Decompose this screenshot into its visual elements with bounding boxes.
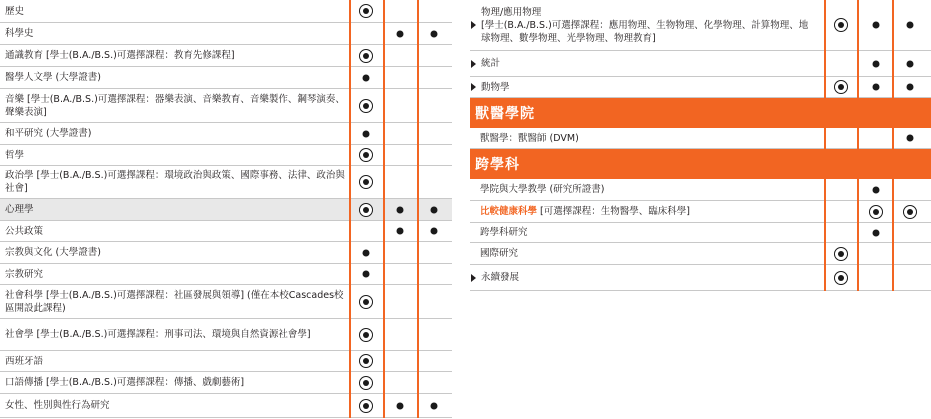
- program-label: [5, 23, 345, 44]
- column-divider: [857, 51, 859, 77]
- program-name: 宗教與文化 (大學證書): [5, 247, 101, 258]
- column-divider: [824, 265, 826, 291]
- program-name: 通識教育 [學士(B.A./B.S.)可選擇課程：教育先修課程]: [5, 50, 235, 61]
- program-name: 公共政策: [5, 225, 44, 237]
- program-name-wrap: [481, 6, 813, 45]
- program-name: 哲學: [5, 149, 25, 161]
- dot-icon: [363, 130, 370, 137]
- program-name: 心理學: [5, 204, 34, 215]
- column-divider: [892, 201, 894, 223]
- program-name-wrap: [480, 226, 528, 239]
- program-options: [學士(B.A./B.S.)可選擇課程：應用物理、生物物理、化學物理、計算物理、地球物理、數學物理、光學物理、物理教育]: [481, 19, 809, 44]
- column-divider: [892, 243, 894, 265]
- program-label: [480, 201, 823, 222]
- degree-circle-icon: [359, 49, 373, 63]
- triangle-right-icon[interactable]: [471, 60, 476, 68]
- dot-icon: [873, 186, 880, 193]
- program-label: [480, 223, 823, 242]
- program-name-wrap: [480, 132, 579, 145]
- program-label: [5, 242, 345, 263]
- column-divider: [892, 0, 894, 51]
- program-label: [5, 0, 345, 22]
- column-divider: [383, 0, 385, 418]
- column-divider: [892, 77, 894, 98]
- program-name-highlight: 比較健康科學: [480, 206, 538, 217]
- program-name: 口語傳播 [學士(B.A./B.S.)可選擇課程：傳播、戲劇藝術]: [5, 377, 245, 388]
- program-label: [5, 221, 345, 241]
- dot-icon: [431, 402, 438, 409]
- program-label: [5, 285, 345, 318]
- program-name-wrap: [481, 271, 519, 284]
- table-row: [470, 201, 931, 223]
- dot-icon: [397, 402, 404, 409]
- program-name: 獸醫學：獸醫師 (DVM): [480, 132, 579, 144]
- table-row: [470, 128, 931, 149]
- table-row: [470, 51, 931, 77]
- dot-icon: [363, 249, 370, 256]
- left-degree-table: [0, 0, 452, 418]
- program-label: [5, 372, 345, 393]
- dot-icon: [431, 228, 438, 235]
- dot-icon: [397, 30, 404, 37]
- program-name: 歷史: [5, 5, 25, 17]
- degree-circle-icon: [869, 205, 883, 219]
- program-label: [5, 394, 345, 417]
- dot-icon: [397, 206, 404, 213]
- program-label: [5, 123, 345, 144]
- section-title: 獸醫學院: [475, 106, 535, 122]
- program-name: 和平研究 (大學證書): [5, 128, 92, 139]
- degree-circle-icon: [359, 295, 373, 309]
- program-label: [5, 145, 345, 165]
- program-label: [5, 45, 345, 66]
- degree-circle-icon: [359, 203, 373, 217]
- triangle-right-icon[interactable]: [471, 274, 476, 282]
- program-label[interactable]: [470, 77, 813, 97]
- program-label: [5, 89, 345, 122]
- column-divider: [857, 0, 859, 51]
- program-label: [5, 351, 345, 371]
- column-divider: [857, 243, 859, 265]
- column-divider: [892, 223, 894, 243]
- program-label: [5, 199, 345, 220]
- table-row: [470, 265, 931, 291]
- program-label: [5, 319, 345, 350]
- degree-circle-icon: [359, 376, 373, 390]
- degree-circle-icon: [359, 399, 373, 413]
- column-divider: [824, 201, 826, 223]
- program-name: 科學史: [5, 28, 34, 39]
- dot-icon: [907, 22, 914, 29]
- program-label: [5, 166, 345, 198]
- program-name: 政治學 [學士(B.A./B.S.)可選擇課程：環境政治與政策、國際事務、法律、政治與社會]: [5, 170, 345, 194]
- dot-icon: [431, 206, 438, 213]
- dot-icon: [873, 60, 880, 67]
- table-row: [470, 223, 931, 243]
- column-divider: [857, 265, 859, 291]
- program-name-wrap: [481, 81, 510, 94]
- program-name: 女性、性別與性行為研究: [5, 400, 110, 411]
- program-name: 社會科學 [學士(B.A./B.S.)可選擇課程：社區發展與領導] (僅在本校Cascades校區開設此課程): [5, 289, 344, 314]
- column-divider: [824, 128, 826, 149]
- column-divider: [892, 265, 894, 291]
- column-divider: [857, 77, 859, 98]
- program-name: 國際研究: [480, 248, 519, 259]
- table-row: [470, 77, 931, 98]
- dot-icon: [363, 271, 370, 278]
- program-name-wrap: [480, 205, 690, 218]
- degree-circle-icon: [359, 175, 373, 189]
- program-name: 動物學: [481, 81, 510, 93]
- degree-circle-icon: [359, 99, 373, 113]
- triangle-right-icon[interactable]: [471, 21, 476, 29]
- dot-icon: [907, 84, 914, 91]
- right-degree-table: [470, 0, 931, 291]
- column-divider: [417, 0, 419, 418]
- program-label[interactable]: [470, 0, 813, 50]
- dot-icon: [431, 30, 438, 37]
- table-row: [470, 243, 931, 265]
- degree-circle-icon: [359, 354, 373, 368]
- program-name: 醫學人文學 (大學證書): [5, 72, 101, 83]
- column-divider: [857, 128, 859, 149]
- column-divider: [892, 128, 894, 149]
- degree-circle-icon: [903, 205, 917, 219]
- program-name-wrap: [480, 247, 518, 260]
- column-divider: [824, 0, 826, 51]
- section-header: [470, 98, 931, 128]
- column-divider: [857, 201, 859, 223]
- program-name: 學院與大學教學 (研究所證書): [480, 184, 605, 195]
- program-name-wrap: [480, 183, 604, 196]
- dot-icon: [907, 60, 914, 67]
- dot-icon: [873, 84, 880, 91]
- column-divider: [857, 223, 859, 243]
- program-name: 音樂 [學士(B.A./B.S.)可選擇課程：器樂表演、音樂教育、音樂製作、鋼琴演奏、聲樂表演]: [5, 93, 345, 118]
- degree-circle-icon: [834, 80, 848, 94]
- program-label: [480, 243, 823, 264]
- column-divider: [824, 179, 826, 201]
- program-label: [5, 264, 345, 284]
- dot-icon: [397, 228, 404, 235]
- column-divider: [824, 51, 826, 77]
- program-name-wrap: [481, 57, 500, 70]
- program-label[interactable]: [470, 51, 813, 76]
- column-divider: [892, 51, 894, 77]
- triangle-right-icon[interactable]: [471, 83, 476, 91]
- table-row: [470, 179, 931, 201]
- program-name: [可選擇課程：生物醫學、臨床科學]: [537, 206, 690, 217]
- program-name: 宗教研究: [5, 268, 44, 280]
- program-label: [480, 179, 823, 200]
- degree-circle-icon: [834, 18, 848, 32]
- program-name: 社會學 [學士(B.A./B.S.)可選擇課程：刑事司法、環境與自然資源社會學]: [5, 329, 311, 340]
- program-name: 物理/應用物理: [481, 6, 542, 18]
- program-name: 跨學科研究: [480, 227, 528, 238]
- column-divider: [892, 179, 894, 201]
- dot-icon: [873, 22, 880, 29]
- column-divider: [349, 0, 351, 418]
- section-header: [470, 149, 931, 179]
- table-row: [470, 0, 931, 51]
- program-label: [480, 128, 823, 148]
- degree-circle-icon: [834, 271, 848, 285]
- program-name: 西班牙語: [5, 355, 44, 367]
- degree-circle-icon: [834, 247, 848, 261]
- dot-icon: [873, 229, 880, 236]
- column-divider: [857, 179, 859, 201]
- degree-circle-icon: [359, 148, 373, 162]
- column-divider: [824, 77, 826, 98]
- column-divider: [824, 243, 826, 265]
- section-title: 跨學科: [475, 157, 520, 173]
- program-name: 永續發展: [481, 272, 520, 283]
- program-label: [5, 67, 345, 88]
- program-label[interactable]: [470, 265, 813, 290]
- column-divider: [824, 223, 826, 243]
- program-name: 統計: [481, 58, 501, 69]
- degree-circle-icon: [359, 328, 373, 342]
- degree-circle-icon: [359, 4, 373, 18]
- dot-icon: [363, 74, 370, 81]
- dot-icon: [907, 135, 914, 142]
